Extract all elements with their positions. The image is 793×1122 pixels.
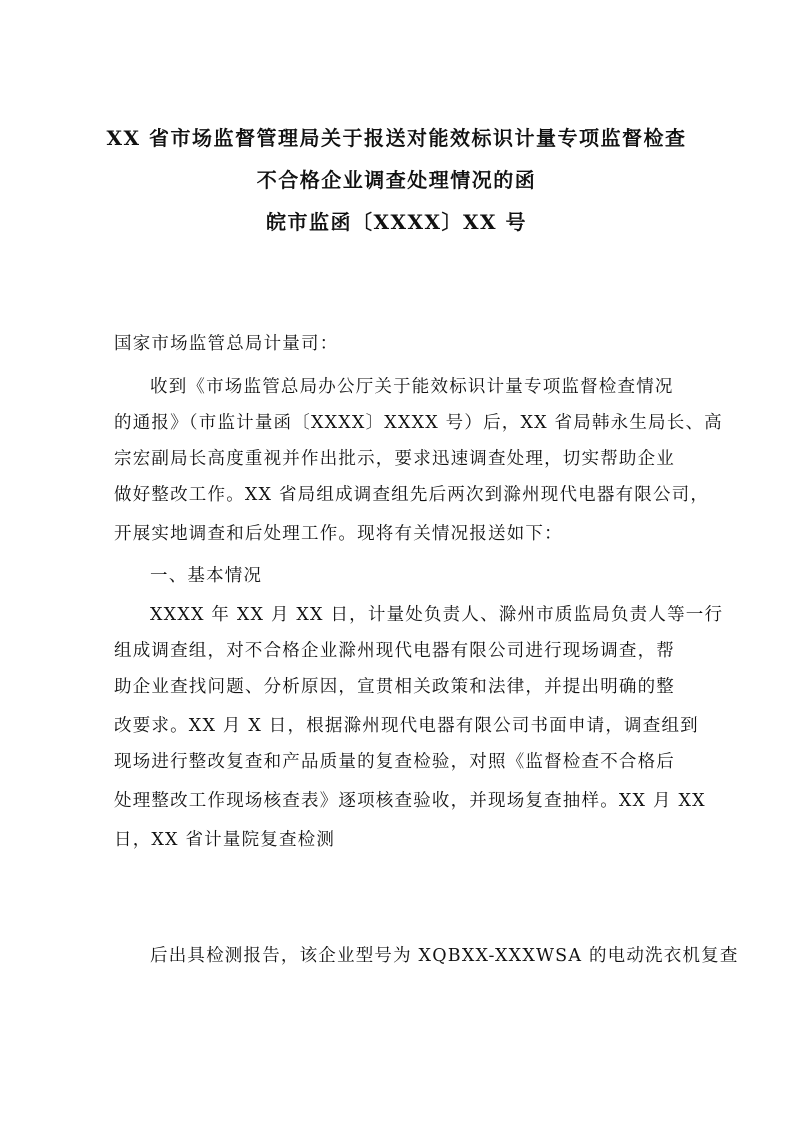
paragraph-line: 收到《市场监管总局办公厅关于能效标识计量专项监督检查情况	[150, 377, 674, 397]
salutation: 国家市场监管总局计量司：	[114, 334, 339, 354]
paragraph-line: 开展实地调查和后处理工作。现将有关情况报送如下：	[114, 524, 563, 544]
document-number: 皖市监函〔XXXX〕XX 号	[265, 210, 528, 234]
title-line-2: 不合格企业调查处理情况的函	[256, 168, 537, 192]
title-line-1: XX 省市场监督管理局关于报送对能效标识计量专项监督检查	[106, 126, 687, 150]
paragraph-line: XXXX 年 XX 月 XX 日，计量处负责人、滁州市质监局负责人等一行	[150, 605, 724, 625]
paragraph-line: 宗宏副局长高度重视并作出批示，要求迅速调查处理，切实帮助企业	[114, 449, 675, 469]
paragraph-line: 改要求。XX 月 X 日，根据滁州现代电器有限公司书面申请，调查组到	[114, 716, 699, 736]
paragraph-line: 组成调查组，对不合格企业滁州现代电器有限公司进行现场调查，帮	[114, 641, 675, 661]
paragraph-line: 处理整改工作现场核查表》逐项核查验收，并现场复查抽样。XX 月 XX	[114, 791, 706, 811]
paragraph-line: 后出具检测报告，该企业型号为 XQBXX-XXXWSA 的电动洗衣机复查	[150, 946, 739, 966]
paragraph-line: 做好整改工作。XX 省局组成调查组先后两次到滁州现代电器有限公司，	[114, 485, 710, 505]
paragraph-line: 助企业查找问题、分析原因，宣贯相关政策和法律，并提出明确的整	[114, 677, 675, 697]
paragraph-line: 的通报》（市监计量函〔XXXX〕XXXX 号）后，XX 省局韩永生局长、高	[114, 413, 723, 433]
section-heading: 一、基本情况	[150, 566, 263, 586]
paragraph-line: 日，XX 省计量院复查检测	[114, 830, 336, 850]
paragraph-line: 现场进行整改复查和产品质量的复查检验，对照《监督检查不合格后	[114, 752, 675, 772]
